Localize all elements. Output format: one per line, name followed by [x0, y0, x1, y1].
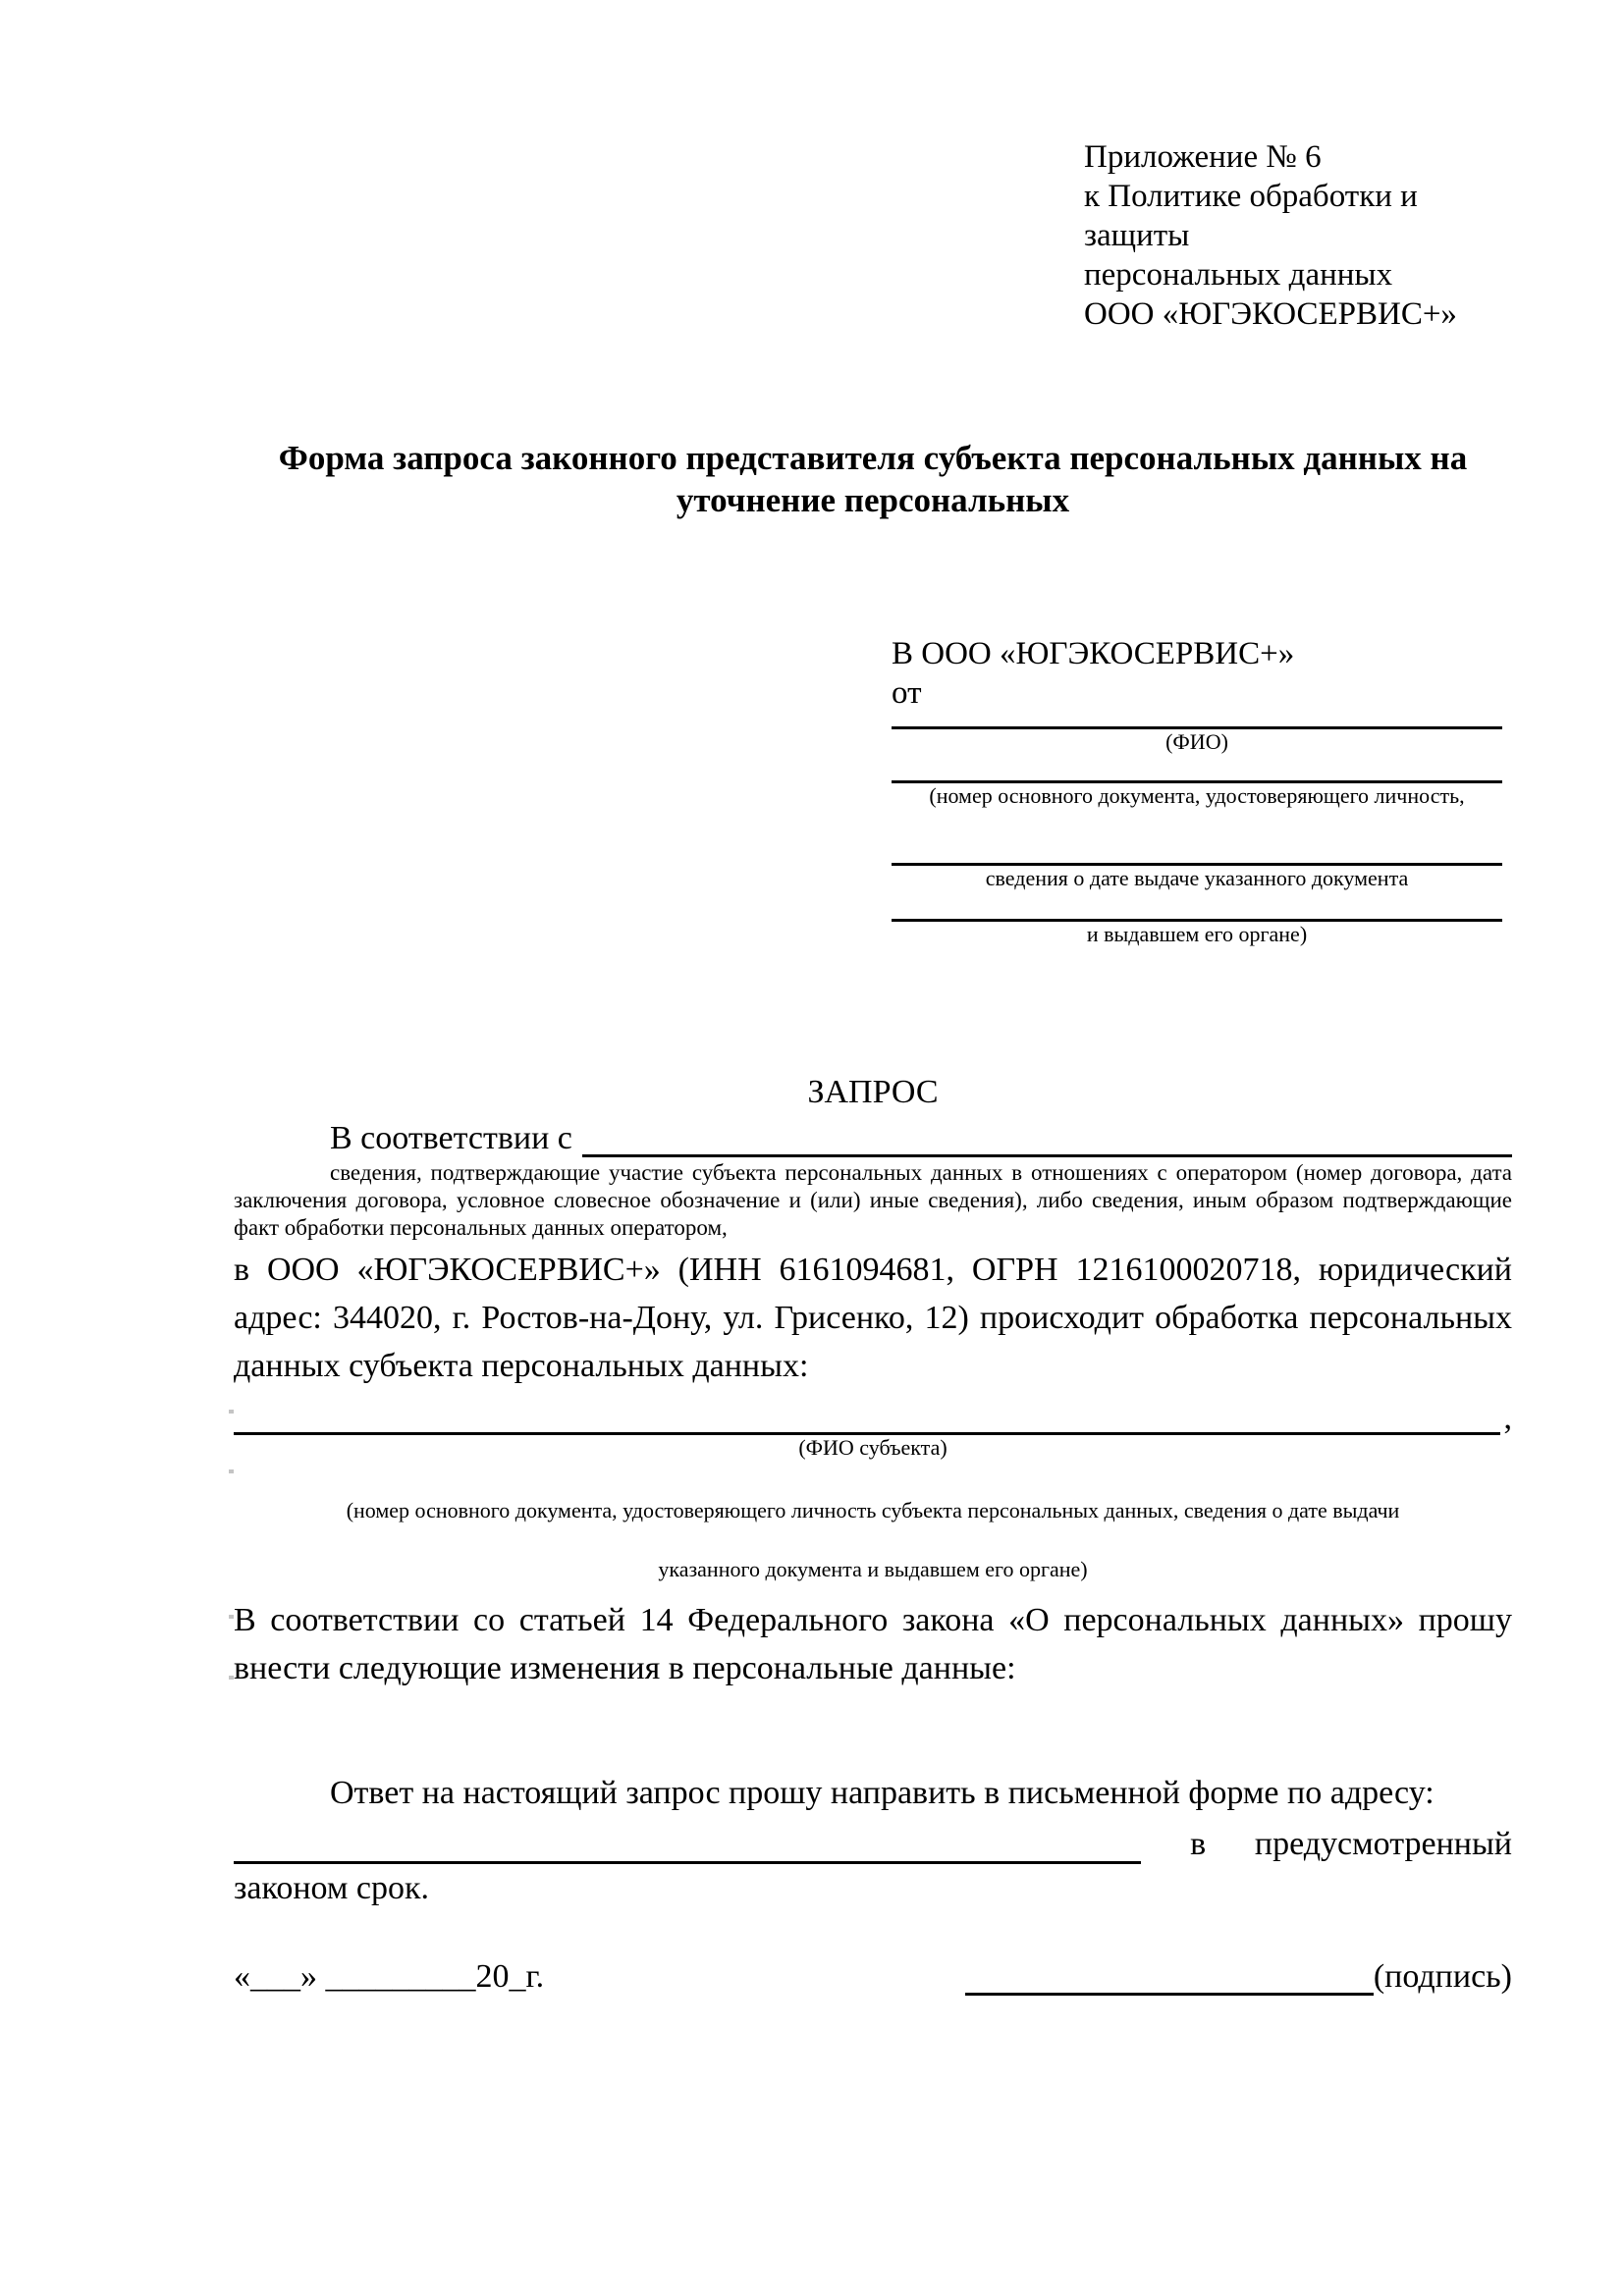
applicant-fio-blank-field	[892, 713, 1502, 729]
subject-doc-caption-2: указанного документа и выдавшем его органе)	[658, 1557, 1088, 1581]
addressee-to: В ООО «ЮГЭКОСЕРВИС+»	[892, 636, 1295, 671]
subject-fio-comma: ,	[1503, 1400, 1512, 1436]
signature-right-group	[965, 1957, 1512, 1996]
scan-artifact-dot	[229, 1469, 234, 1473]
law-paragraph: В соответствии со статьей 14 Федерального закона «О персональных данных» прошу внести следующие изменения в персональные данные:	[234, 1602, 1512, 1686]
applicant-doc-blank-field-2	[892, 809, 1502, 866]
subject-doc-caption-1: (номер основного документа, удостоверяющего личность субъекта персональных данных, сведения о дате выдачи	[346, 1498, 1400, 1522]
subject-fio-blank-field	[234, 1398, 1500, 1435]
request-heading: ЗАПРОС	[807, 1074, 939, 1110]
annex-note	[1084, 137, 1512, 334]
applicant-doc-blank-field-3	[892, 891, 1502, 922]
addressee-from-label: от	[892, 675, 922, 711]
signature-row	[234, 1957, 1512, 1996]
date-blank-field: «___» _________20_г.	[234, 1958, 545, 1995]
scan-artifact-dot	[229, 1410, 234, 1414]
operator-paragraph: в ООО «ЮГЭКОСЕРВИС+» (ИНН 6161094681, ОГРН 1216100020718, юридический адрес: 344020, г. Ростов-на-Дону, ул. Грисенко, 12) происходит обработка персональных данных субъекта персональных данных:	[234, 1252, 1512, 1384]
addressee-block	[892, 634, 1502, 947]
intro-lead-text: В соответствии с	[330, 1120, 572, 1156]
reply-tail-line-2: законом срок.	[234, 1870, 429, 1906]
subject-fio-row	[234, 1398, 1512, 1435]
scan-artifact-dot	[229, 1676, 234, 1680]
intro-row	[234, 1112, 1512, 1157]
applicant-doc-caption-2: сведения о дате выдаче указанного документа	[985, 866, 1409, 890]
reply-address-blank-field	[234, 1817, 1141, 1864]
reply-tail-word-1: в	[1190, 1826, 1207, 1862]
subject-fio-caption: (ФИО субъекта)	[798, 1435, 947, 1460]
applicant-fio-caption: (ФИО)	[1165, 729, 1228, 754]
signature-caption: (подпись)	[1373, 1958, 1512, 1995]
document-title: Форма запроса законного представителя субъекта персональных данных на уточнение персональных	[278, 439, 1468, 519]
applicant-doc-blank-field-1	[892, 755, 1502, 783]
reply-tail-word-2: предусмотренный	[1254, 1826, 1512, 1862]
reply-address-row	[234, 1817, 1512, 1864]
scan-artifact-dot	[229, 1615, 234, 1619]
reply-paragraph: Ответ на настоящий запрос прошу направить в письменной форме по адресу:	[330, 1775, 1435, 1811]
annex-line-4: ООО «ЮГЭКОСЕРВИС+»	[1084, 296, 1457, 332]
annex-line-3: персональных данных	[1084, 257, 1393, 293]
annex-line-1: Приложение № 6	[1084, 139, 1322, 175]
applicant-doc-caption-3: и выдавшем его органе)	[1086, 922, 1308, 946]
annex-line-2: к Политике обработки и защиты	[1084, 179, 1418, 253]
signature-blank-field	[965, 1957, 1374, 1996]
applicant-doc-caption-1: (номер основного документа, удостоверяющего личность,	[929, 783, 1465, 808]
basis-blank-field	[582, 1112, 1512, 1157]
intro-footnote: сведения, подтверждающие участие субъекта персональных данных в отношениях с оператором (номер договора, дата заключения договора, условное словесное обозначение и (или) иные сведения), либо сведения, иным образом подтверждающие факт обработки персональных данных оператором,	[234, 1160, 1512, 1240]
